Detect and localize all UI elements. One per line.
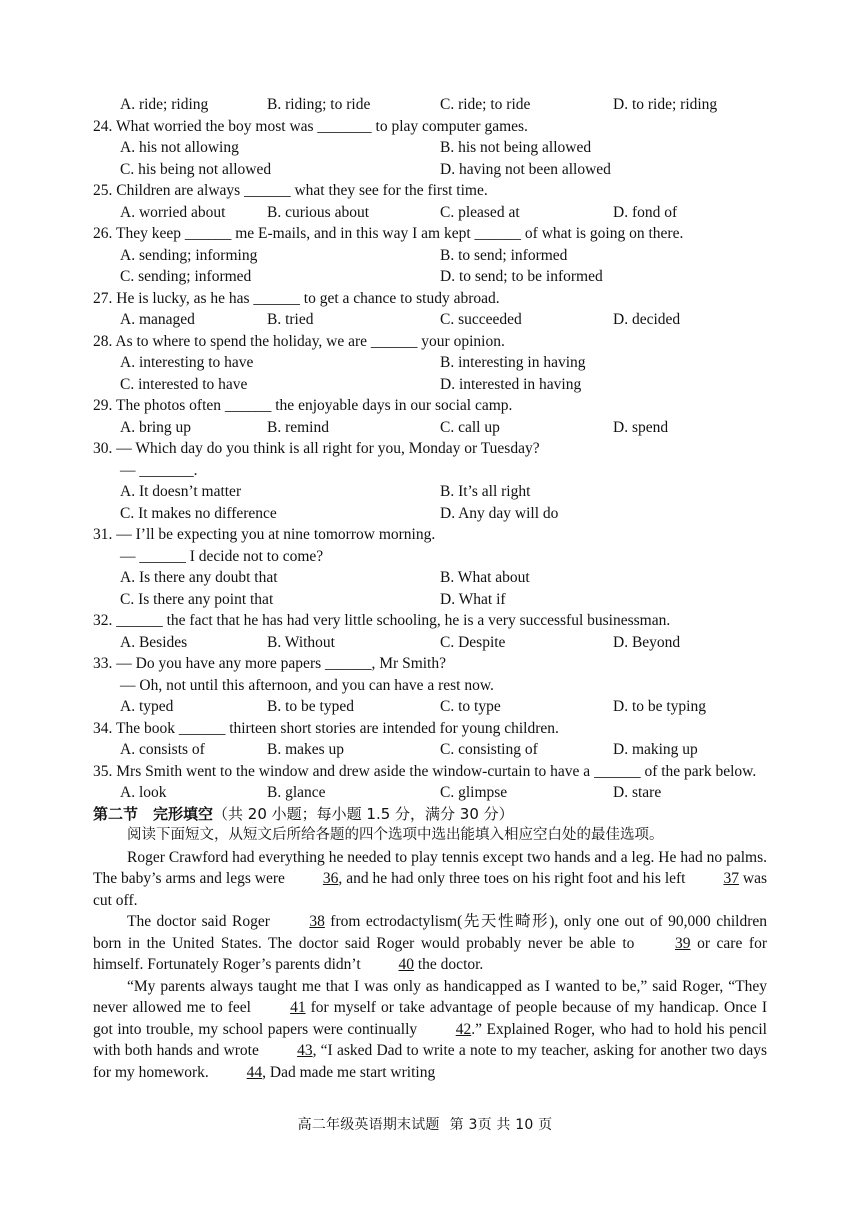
option-b: B. glance (267, 784, 326, 801)
option-d: D. to ride; riding (613, 96, 718, 113)
passage-text: , and he had only three toes on his right foot and his left (338, 870, 690, 887)
option-d: D. What if (440, 590, 506, 608)
option-a: A. interesting to have (120, 354, 254, 371)
question-stem: 27. He is lucky, as he has ______ to get a chance to study abroad. (93, 289, 500, 307)
option-b: B. riding; to ride (267, 96, 371, 113)
option-d: D. spend (613, 418, 669, 436)
blank-number: 42 (455, 1020, 472, 1038)
section-title: 第二节 完形填空 (93, 804, 214, 823)
option-a: A. It doesn’t matter (120, 483, 242, 500)
question-stem: 32. ______ the fact that he has had very little schooling, he is a very successful businessman. (93, 612, 671, 629)
options-row (93, 159, 767, 181)
passage-text: The doctor said Roger (127, 913, 276, 930)
question-stem: 26. They keep ______ me E-mails, and in this way I am kept ______ of what is going on there. (93, 225, 684, 242)
option-d: D. making up (613, 741, 698, 758)
question-stem: 31. — I’ll be expecting you at nine tomorrow morning. (93, 526, 436, 543)
option-a: A. sending; informing (120, 246, 258, 264)
blank-number: 36 (322, 870, 339, 887)
passage-text: , Dad made me start writing (262, 1063, 436, 1081)
question-stem: 30. — Which day do you think is all right for you, Monday or Tuesday? (93, 440, 540, 457)
option-a: A. managed (120, 311, 195, 328)
passage-text: .” Explained Roger, who had to hold his pencil with both hands and wrote (93, 1020, 767, 1059)
blank-number: 37 (723, 870, 739, 887)
option-d: D. to be typing (613, 698, 706, 715)
option-d: D. to send; to be informed (440, 268, 603, 285)
options-row (93, 589, 767, 611)
option-b: B. makes up (267, 741, 345, 758)
option-a: A. his not allowing (120, 139, 239, 156)
option-c: C. ride; to ride (440, 96, 531, 113)
section-instruction (93, 825, 767, 847)
passage-paragraph-2 (93, 911, 767, 976)
instruction-text: 阅读下面短文，从短文后所给各题的四个选项中选出能填入相应空白处的最佳选项。 (127, 827, 664, 843)
options-row (93, 266, 767, 288)
option-b: B. interesting in having (440, 354, 586, 371)
question-stem: 33. — Do you have any more papers ______, Mr Smith? (93, 655, 446, 672)
passage-text: , “I asked Dad to write a note to my teacher, asking for another two days for my homework. (93, 1042, 767, 1081)
options-row (93, 352, 767, 374)
blank-number: 43 (297, 1042, 313, 1059)
blank-number: 38 (309, 913, 325, 930)
option-a: A. worried about (120, 203, 226, 221)
option-a: A. look (120, 784, 167, 801)
question-list (93, 116, 767, 804)
option-d: D. interested in having (440, 375, 582, 393)
passage-paragraph-1 (93, 847, 767, 912)
option-c: C. to type (440, 698, 501, 715)
question-stem: 28. As to where to spend the holiday, we are ______ your opinion. (93, 332, 505, 350)
option-b: B. to send; informed (440, 246, 568, 264)
option-b: B. to be typed (267, 698, 354, 715)
options-row (93, 696, 767, 718)
passage-text: was cut off. (93, 870, 767, 909)
option-b: B. What about (440, 569, 530, 586)
option-d: D. Any day will do (440, 504, 559, 522)
question-stem: 34. The book ______ thirteen short stories are intended for young children. (93, 719, 559, 737)
q23-options (93, 94, 767, 116)
question-stem: 29. The photos often ______ the enjoyable days in our social camp. (93, 397, 513, 414)
options-row (93, 481, 767, 503)
option-b: B. tried (267, 311, 314, 328)
question-stem: 35. Mrs Smith went to the window and drew aside the window-curtain to have a ______ of the park below. (93, 762, 757, 780)
options-row (93, 137, 767, 159)
passage-text: “My parents always taught me that I was only as handicapped as I wanted to be,” said Roger, “They never allowed me to feel (93, 977, 767, 1016)
dialog-line: — ______ I decide not to come? (120, 547, 324, 565)
option-d: D. decided (613, 311, 681, 328)
option-c: C. call up (440, 418, 500, 436)
option-a: A. Is there any doubt that (120, 569, 278, 586)
option-b: B. remind (267, 418, 329, 436)
option-b: B. curious about (267, 203, 370, 221)
option-a: A. Besides (120, 633, 188, 651)
options-row (93, 503, 767, 525)
options-row (93, 632, 767, 654)
section-score: （共 20 小题；每小题 1.5 分，满分 30 分） (213, 804, 514, 823)
footer-title: 高二年级英语期末试题 (297, 1117, 440, 1133)
dialog-line: — _______. (120, 461, 198, 479)
option-a: A. typed (120, 698, 174, 715)
option-d: D. having not been allowed (440, 160, 611, 178)
question-stem: 25. Children are always ______ what they see for the first time. (93, 182, 488, 199)
passage-text: for myself or take advantage of people because of my handicap. Once I got into trouble, my school papers were continually (93, 999, 767, 1038)
options-row (93, 567, 767, 589)
option-c: C. sending; informed (120, 268, 252, 285)
option-a: A. ride; riding (120, 96, 209, 113)
passage-text: or care for himself. Fortunately Roger’s parents didn’t (93, 934, 767, 973)
option-c: C. consisting of (440, 741, 538, 758)
options-row (93, 417, 767, 439)
content (93, 94, 767, 1083)
option-a: A. consists of (120, 741, 205, 758)
footer-page: 第 3页 共 10 页 (449, 1117, 553, 1133)
option-b: B. Without (267, 633, 335, 651)
option-c: C. Is there any point that (120, 590, 274, 608)
option-c: C. glimpse (440, 784, 508, 801)
option-c: C. Despite (440, 633, 506, 651)
option-c: C. his being not allowed (120, 160, 272, 178)
option-c: C. pleased at (440, 203, 520, 221)
blank-number: 39 (675, 934, 691, 952)
options-row (93, 245, 767, 267)
options-row (93, 309, 767, 331)
option-c: C. It makes no difference (120, 504, 277, 522)
section-heading (93, 804, 767, 826)
passage-text: from ectrodactylism(先天性畸形), only one out of 90,000 children born in the United States. The doctor said Roger would probably never be able to (93, 913, 767, 952)
option-d: D. Beyond (613, 633, 681, 651)
page-footer (0, 1114, 860, 1134)
passage-text: the doctor. (414, 956, 484, 973)
option-a: A. bring up (120, 418, 192, 436)
options-row (93, 374, 767, 396)
passage-paragraph-3 (93, 976, 767, 1084)
option-d: D. stare (613, 784, 662, 801)
option-b: B. It’s all right (440, 483, 531, 500)
option-b: B. his not being allowed (440, 139, 592, 156)
options-row (93, 739, 767, 761)
option-c: C. interested to have (120, 375, 248, 393)
blank-number: 44 (246, 1063, 263, 1081)
blank-number: 41 (290, 999, 306, 1016)
option-d: D. fond of (613, 203, 678, 221)
blank-number: 40 (398, 956, 414, 973)
question-stem: 24. What worried the boy most was _______ to play computer games. (93, 117, 528, 135)
options-row (93, 202, 767, 224)
dialog-line: — Oh, not until this afternoon, and you can have a rest now. (120, 676, 494, 694)
options-row (93, 782, 767, 804)
passage-text: Roger Crawford had everything he needed to play tennis except two hands and a leg. He had no palms. The baby’s arms and legs were (93, 848, 767, 887)
option-c: C. succeeded (440, 311, 522, 328)
